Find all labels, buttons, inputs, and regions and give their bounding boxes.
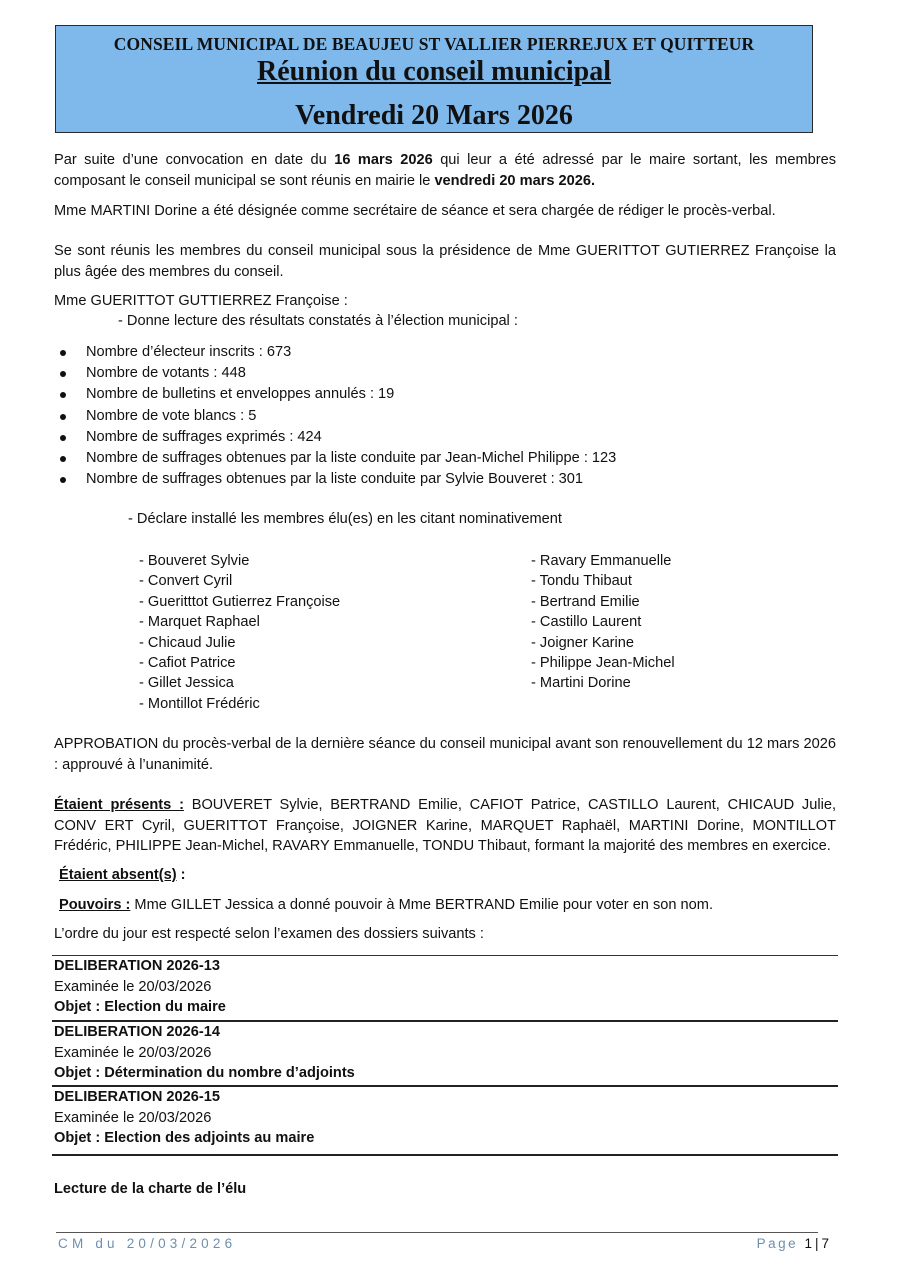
list-item: - Gueritttot Gutierrez Françoise bbox=[139, 593, 341, 610]
current-page: 1 bbox=[804, 1236, 812, 1251]
list-item: - Tondu Thibaut bbox=[531, 573, 632, 590]
list-item: - Gillet Jessica bbox=[139, 675, 234, 692]
deliberation-date: Examinée le 20/03/2026 bbox=[54, 1044, 212, 1061]
agenda-intro: L’ordre du jour est respecté selon l’examen des dossiers suivants : bbox=[54, 926, 484, 942]
deliberation-block bbox=[52, 1085, 838, 1149]
secretary-paragraph: Mme MARTINI Dorine a été désignée comme secrétaire de séance et sera chargée de rédiger le procès-verbal. bbox=[54, 203, 776, 219]
convocation-date: 16 mars 2026 bbox=[334, 152, 433, 168]
present-paragraph bbox=[54, 795, 836, 857]
deliberation-title: DELIBERATION 2026-14 bbox=[54, 1024, 220, 1040]
deliberation-title: DELIBERATION 2026-15 bbox=[54, 1089, 220, 1105]
deliberation-object: Objet : Election du maire bbox=[54, 999, 226, 1015]
absent-label: Étaient absent(s) bbox=[59, 867, 177, 883]
deliberation-date: Examinée le 20/03/2026 bbox=[54, 1109, 212, 1126]
deliberation-block bbox=[52, 1020, 838, 1084]
deliberation-block bbox=[52, 955, 838, 1018]
results-list bbox=[54, 342, 836, 490]
deliberation-date: Examinée le 20/03/2026 bbox=[54, 978, 212, 995]
list-item: - Chicaud Julie bbox=[139, 634, 236, 651]
proxy-label: Pouvoirs : bbox=[59, 897, 131, 913]
council-name: CONSEIL MUNICIPAL DE BEAUJEU ST VALLIER PIERREJUX ET QUITTEUR bbox=[113, 34, 755, 54]
members-left-column bbox=[139, 551, 340, 714]
deliberation-object: Objet : Election des adjoints au maire bbox=[54, 1130, 315, 1146]
header-box bbox=[55, 25, 813, 133]
charter-heading: Lecture de la charte de l’élu bbox=[54, 1181, 247, 1197]
list-item: Nombre d’électeur inscrits : 673 bbox=[54, 342, 836, 363]
reads-results: - Donne lecture des résultats constatés à l’élection municipal : bbox=[118, 313, 518, 329]
intro-text-b: qui leur a été adressé par le maire sortant, les membres composant le conseil municipal se sont réunis en mairie le bbox=[54, 152, 836, 189]
list-item: Nombre de suffrages exprimés : 424 bbox=[54, 427, 836, 448]
list-item: - Cafiot Patrice bbox=[139, 654, 236, 671]
list-item: Nombre de suffrages obtenues par la liste conduite par Jean-Michel Philippe : 123 bbox=[54, 448, 836, 469]
meeting-date: Vendredi 20 Mars 2026 bbox=[295, 100, 573, 131]
list-item: - Castillo Laurent bbox=[531, 614, 642, 631]
list-item: - Martini Dorine bbox=[531, 675, 631, 692]
presidency-paragraph: Se sont réunis les membres du conseil municipal sous la présidence de Mme GUERITTOT GUTIERREZ Françoise la plus âgée des membres du conseil. bbox=[54, 243, 836, 280]
proxy-text: Mme GILLET Jessica a donné pouvoir à Mme BERTRAND Emilie pour voter en son nom. bbox=[130, 897, 714, 913]
page-title: Réunion du conseil municipal bbox=[257, 56, 611, 87]
list-item: - Montillot Frédéric bbox=[139, 695, 260, 712]
page-word: Page bbox=[756, 1236, 799, 1251]
meeting-day: vendredi 20 mars 2026. bbox=[434, 172, 596, 189]
proxy-line bbox=[59, 895, 713, 915]
list-item: - Joigner Karine bbox=[531, 634, 635, 651]
absent-line bbox=[59, 865, 186, 885]
deliberation-object: Objet : Détermination du nombre d’adjoints bbox=[54, 1065, 355, 1081]
installed-intro: - Déclare installé les membres élu(es) en les citant nominativement bbox=[128, 511, 562, 527]
list-item: Nombre de bulletins et enveloppes annulés : 19 bbox=[54, 384, 836, 405]
list-item: - Philippe Jean-Michel bbox=[531, 654, 675, 671]
deliberation-title: DELIBERATION 2026-13 bbox=[54, 958, 220, 974]
list-item: - Bertrand Emilie bbox=[531, 593, 640, 610]
page-number bbox=[757, 1236, 829, 1251]
present-label: Étaient présents : bbox=[54, 797, 184, 813]
list-item: Nombre de vote blancs : 5 bbox=[54, 406, 836, 427]
list-item: Nombre de suffrages obtenues par la liste conduite par Sylvie Bouveret : 301 bbox=[54, 469, 836, 490]
intro-paragraph bbox=[54, 150, 836, 191]
page-separator: | bbox=[814, 1236, 819, 1251]
president-name: Mme GUERITTOT GUTTIERREZ Françoise : bbox=[54, 293, 348, 309]
list-item: Nombre de votants : 448 bbox=[54, 363, 836, 384]
footer-divider bbox=[56, 1232, 818, 1233]
list-item: - Ravary Emmanuelle bbox=[531, 553, 672, 569]
members-right-column bbox=[531, 551, 675, 694]
list-item: - Bouveret Sylvie bbox=[139, 553, 250, 569]
present-list: BOUVERET Sylvie, BERTRAND Emilie, CAFIOT Patrice, CASTILLO Laurent, CHICAUD Julie, CONV ERT Cyril, GUERITTOT Françoise, JOIGNER Karine, MARQUET Raphaël, MARTINI Dorine, MONTILLOT Frédéric, PHILIPPE Jean-Michel, RAVARY Emmanuelle, TONDU Thibaut, formant la majorité des membres en exercice. bbox=[54, 797, 836, 854]
absent-suffix: : bbox=[176, 867, 186, 883]
approval-paragraph: APPROBATION du procès-verbal de la dernière séance du conseil municipal avant son renouvellement du 12 mars 2026 : approuvé à l’unanimité. bbox=[54, 736, 836, 773]
total-pages: 7 bbox=[821, 1236, 829, 1251]
list-item: - Convert Cyril bbox=[139, 573, 233, 590]
list-item: - Marquet Raphael bbox=[139, 614, 260, 631]
deliberations-divider bbox=[52, 1154, 838, 1156]
intro-text-a: Par suite d’une convocation en date du bbox=[54, 152, 335, 168]
footer-meeting-ref: CM du 20/03/2026 bbox=[58, 1236, 237, 1251]
